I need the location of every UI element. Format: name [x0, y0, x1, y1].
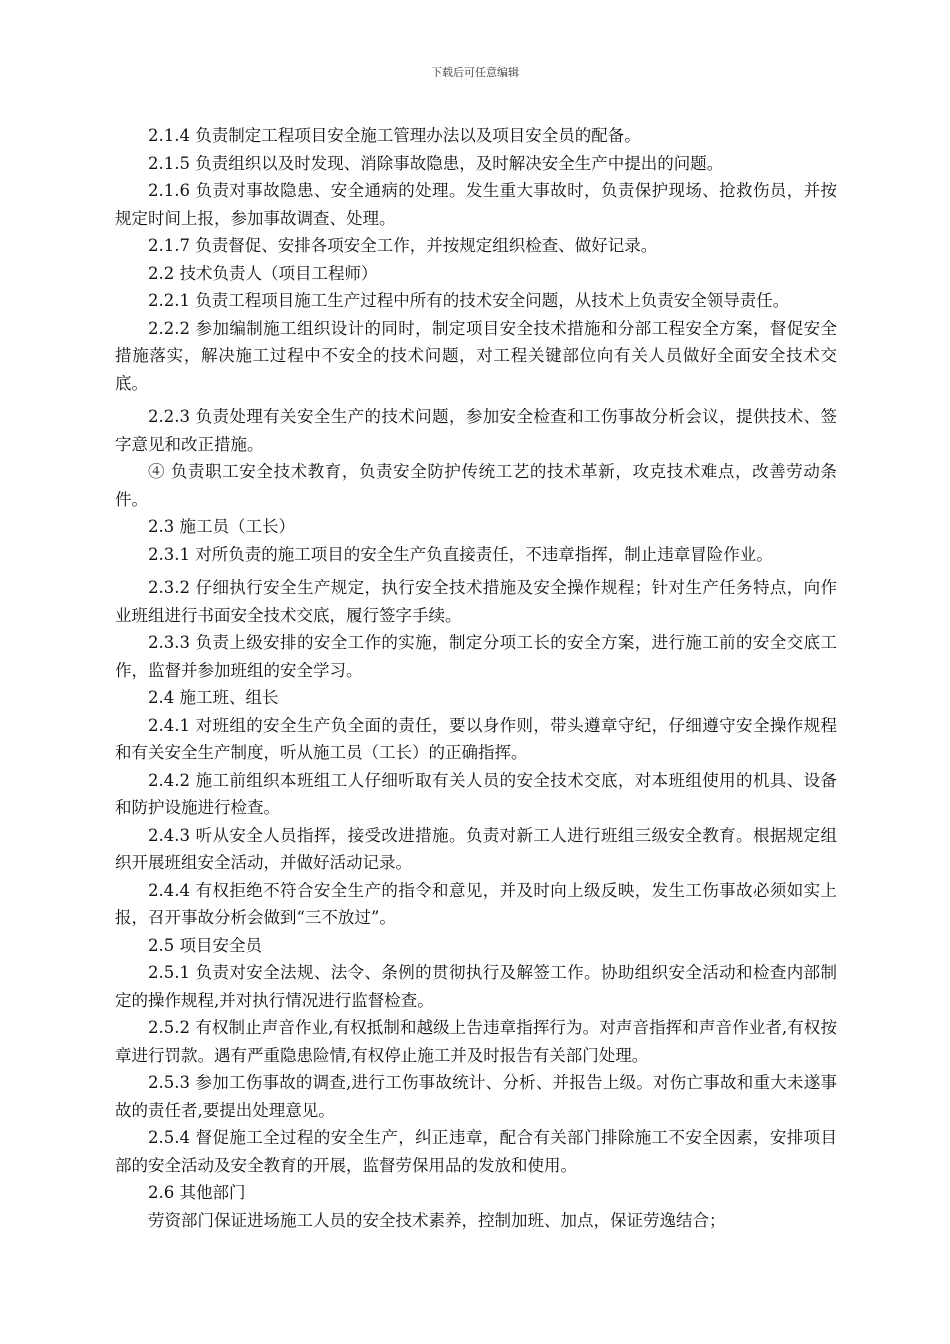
- section-heading-2-5: 2.5 项目安全员: [148, 935, 262, 955]
- paragraph-2-5-1: 2.5.1 负责对安全法规、法令、条例的贯彻执行及解签工作。协助组织安全活动和检查内部制定的操作规程,并对执行情况进行监督检查。: [115, 963, 837, 1010]
- paragraph-2-1-5: 2.1.5 负责组织以及时发现、消除事故隐患，及时解决安全生产中提出的问题。: [148, 153, 724, 173]
- paragraph-2-3-1: 2.3.1 对所负责的施工项目的安全生产负直接责任，不违章指挥，制止违章冒险作业。: [148, 544, 773, 564]
- section-heading-2-4: 2.4 施工班、组长: [148, 688, 279, 707]
- paragraph-2-2-3: 2.2.3 负责处理有关安全生产的技术问题，参加安全检查和工伤事故分析会议，提供技术、签字意见和改正措施。: [115, 407, 837, 454]
- paragraph-2-2-1: 2.2.1 负责工程项目施工生产过程中所有的技术安全问题，从技术上负责安全领导责任。: [148, 291, 790, 310]
- paragraph-other-departments: 劳资部门保证进场施工人员的安全技术素养，控制加班、加点，保证劳逸结合；: [148, 1210, 726, 1230]
- paragraph-2-1-4: 2.1.4 负责制定工程项目安全施工管理办法以及项目安全员的配备。: [148, 126, 641, 145]
- paragraph-2-1-6: 2.1.6 负责对事故隐患、安全通病的处理。发生重大事故时，负责保护现场、抢救伤员，并按规定时间上报，参加事故调查、处理。: [115, 181, 837, 228]
- paragraph-2-2-2: 2.2.2 参加编制施工组织设计的同时，制定项目安全技术措施和分部工程安全方案，督促安全措施落实，解决施工过程中不安全的技术问题，对工程关键部位向有关人员做好全面安全技术交底。: [115, 318, 837, 393]
- paragraph-2-4-1: 2.4.1 对班组的安全生产负全面的责任，要以身作则，带头遵章守纪，仔细遵守安全操作规程和有关安全生产制度，听从施工员（工长）的正确指挥。: [115, 715, 837, 762]
- page-header-note: 下载后可任意编辑: [431, 66, 519, 79]
- paragraph-item-4: ④ 负责职工安全技术教育，负责安全防护传统工艺的技术革新，攻克技术难点，改善劳动条件。: [115, 462, 837, 509]
- paragraph-2-4-4: 2.4.4 有权拒绝不符合安全生产的指令和意见，并及时向上级反映，发生工伤事故必须如实上报，召开事故分析会做到“三不放过”。: [115, 880, 837, 927]
- paragraph-2-5-3: 2.5.3 参加工伤事故的调查,进行工伤事故统计、分析、并报告上级。对伤亡事故和重大未遂事故的责任者,要提出处理意见。: [115, 1073, 837, 1120]
- paragraph-2-5-4: 2.5.4 督促施工全过程的安全生产，纠正违章，配合有关部门排除施工不安全因素，安排项目部的安全活动及安全教育的开展，监督劳保用品的发放和使用。: [115, 1128, 837, 1175]
- paragraph-2-1-7: 2.1.7 负责督促、安排各项安全工作，并按规定组织检查、做好记录。: [148, 236, 658, 255]
- paragraph-2-5-2: 2.5.2 有权制止声音作业,有权抵制和越级上告违章指挥行为。对声音指挥和声音作业者,有权按章进行罚款。遇有严重隐患险情,有权停止施工并及时报告有关部门处理。: [115, 1018, 837, 1065]
- paragraph-2-4-2: 2.4.2 施工前组织本班组工人仔细听取有关人员的安全技术交底，对本班组使用的机具、设备和防护设施进行检查。: [115, 770, 837, 817]
- paragraph-2-3-3: 2.3.3 负责上级安排的安全工作的实施，制定分项工长的安全方案，进行施工前的安全交底工作，监督并参加班组的安全学习。: [115, 633, 837, 680]
- section-heading-2-2: 2.2 技术负责人（项目工程师）: [148, 263, 378, 283]
- document-body: [115, 122, 837, 1234]
- paragraph-2-4-3: 2.4.3 听从安全人员指挥，接受改进措施。负责对新工人进行班组三级安全教育。根据规定组织开展班组安全活动，并做好活动记录。: [115, 825, 837, 872]
- section-heading-2-6: 2.6 其他部门: [148, 1183, 246, 1202]
- section-heading-2-3: 2.3 施工员（工长）: [148, 517, 295, 536]
- paragraph-2-3-2: 2.3.2 仔细执行安全生产规定，执行安全技术措施及安全操作规程；针对生产任务特点，向作业班组进行书面安全技术交底，履行签字手续。: [115, 578, 837, 625]
